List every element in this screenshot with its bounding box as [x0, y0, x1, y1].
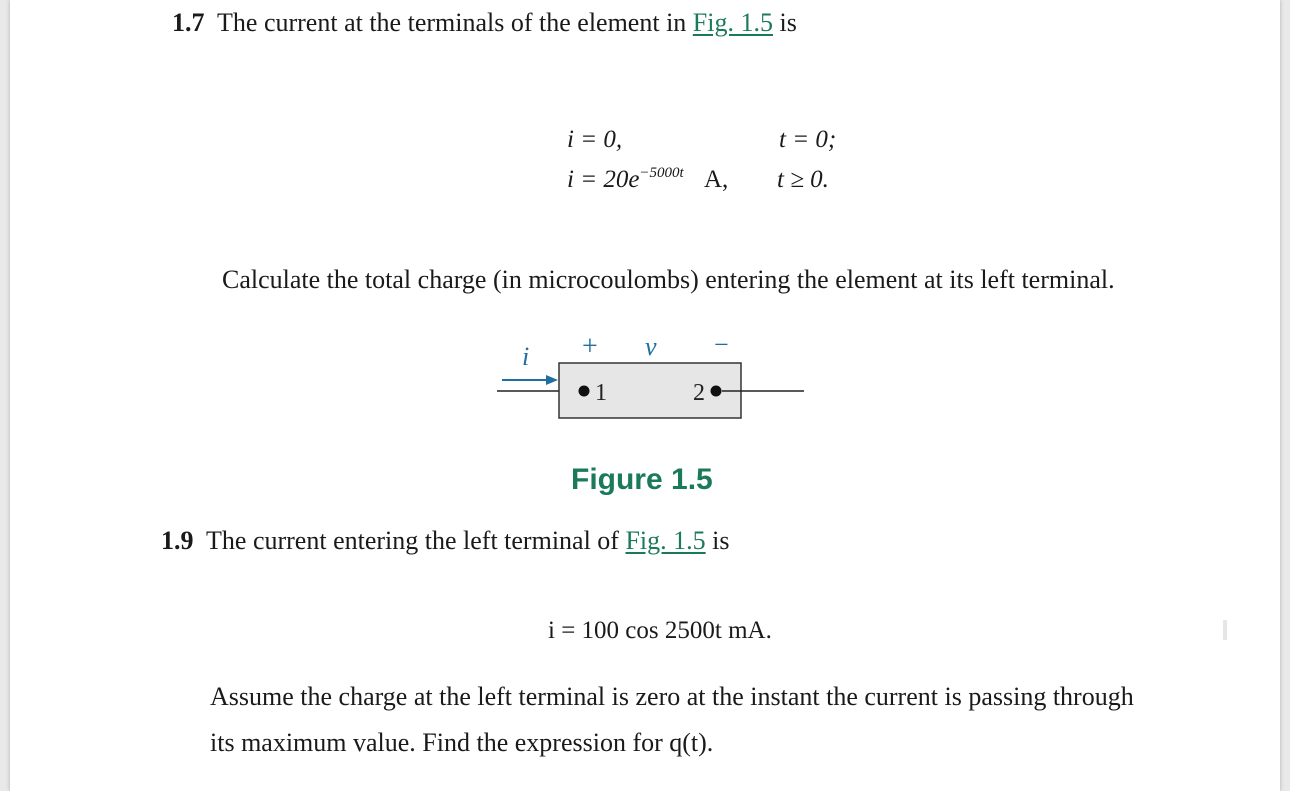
terminal-2-label: 2 — [693, 380, 705, 406]
equation-line-1-condition: t = 0; — [779, 126, 837, 153]
equation-exponent: −5000t — [639, 165, 684, 181]
figure-link[interactable]: Fig. 1.5 — [625, 526, 706, 555]
problem-intro-end: is — [779, 8, 797, 37]
voltage-label: v — [645, 332, 657, 361]
problem-1-7-statement — [172, 8, 797, 38]
terminal-2-dot — [711, 386, 722, 397]
terminal-1-label: 1 — [595, 380, 607, 406]
minus-label: − — [714, 330, 729, 359]
plus-label: + — [582, 331, 598, 362]
current-label: i — [522, 342, 530, 371]
circuit-element-figure — [490, 325, 820, 435]
problem-intro: The current entering the left terminal of — [206, 526, 619, 555]
problem-1-7-question: Calculate the total charge (in microcoulombs) entering the element at its left terminal. — [222, 265, 1115, 294]
equation-unit: A, — [703, 166, 729, 193]
current-equation: i = 100 cos 2500t mA. — [548, 617, 772, 644]
problem-intro-end: is — [712, 526, 730, 555]
equation-line-1-lhs: i = 0, — [567, 126, 623, 153]
terminal-1-dot — [579, 386, 590, 397]
current-arrow-head — [546, 375, 558, 385]
problem-intro: The current at the terminals of the element in — [217, 8, 687, 37]
problem-1-9-text-line-2: its maximum value. Find the expression for q(t). — [210, 728, 714, 757]
document-page — [10, 0, 1280, 791]
problem-1-9-text-line-1: Assume the charge at the left terminal is zero at the instant the current is passing through — [210, 682, 1134, 711]
problem-1-9-statement — [161, 526, 730, 556]
equation-line-2-lhs: $i = 20e^{-5000t}$ A, — [567, 165, 729, 193]
problem-number: 1.9 — [161, 526, 194, 555]
problem-number: 1.7 — [172, 8, 205, 37]
equation-line-2-condition: t ≥ 0. — [777, 166, 829, 193]
figure-link[interactable]: Fig. 1.5 — [692, 8, 773, 37]
figure-caption: Figure 1.5 — [571, 463, 713, 496]
scroll-marker — [1223, 620, 1227, 640]
